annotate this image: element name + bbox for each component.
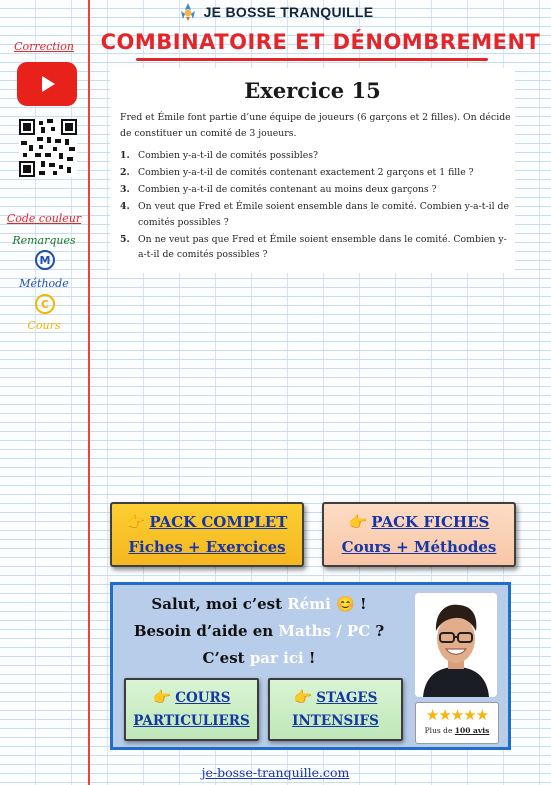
- review-count: [416, 726, 498, 735]
- question-number: 1.: [120, 150, 130, 161]
- stages-intensifs-button[interactable]: [268, 678, 403, 741]
- pack-complet-line1: PACK COMPLET: [149, 512, 288, 531]
- remarques-label: Remarques: [12, 234, 76, 247]
- rating-badge: [415, 702, 499, 744]
- pointing-hand-icon: 👉: [152, 688, 172, 706]
- question-text: Combien y-a-t-il de comités contenant exactement 2 garçons et 1 fille ?: [138, 167, 474, 178]
- question-text: Combien y-a-t-il de comités contenant au moins deux garçons ?: [138, 184, 437, 195]
- cours-particuliers-button[interactable]: [124, 678, 259, 741]
- promo-text: C’est: [202, 649, 250, 667]
- question-number: 5.: [120, 233, 130, 245]
- star-rating-icon: ★★★★★: [425, 706, 489, 724]
- margin-line: [88, 0, 90, 785]
- pack-complet-line2: Fiches + Exercices: [128, 537, 286, 556]
- promo-cta: [113, 649, 405, 667]
- promo-subject: Maths / PC: [278, 622, 371, 640]
- exercise-title: Exercice 15: [244, 78, 381, 103]
- cours-label: Cours: [27, 319, 61, 332]
- footer-link[interactable]: je-bosse-tranquille.com: [201, 765, 350, 780]
- pack-fiches-line2: Cours + Méthodes: [341, 537, 497, 556]
- question-number: 3.: [120, 184, 130, 195]
- brand-header[interactable]: [0, 2, 551, 22]
- tutoring-promo: [110, 582, 511, 750]
- question-text: On ne veut pas que Fred et Émile soient ensemble dans le comité. Combien y-a-t-il de comités possibles ?: [138, 233, 507, 260]
- pack-complet-button[interactable]: [110, 502, 304, 567]
- question-item: [120, 182, 512, 198]
- question-item: [120, 148, 512, 164]
- tutor-photo: [415, 593, 497, 697]
- tutor-avatar-icon: [415, 593, 497, 697]
- correction-label: Correction: [14, 40, 74, 53]
- question-item: [120, 232, 512, 263]
- promo-text: Besoin d’aide en: [133, 622, 279, 640]
- brand-logo-icon: [178, 2, 198, 22]
- question-text: Combien y-a-t-il de comités possibles?: [138, 150, 318, 161]
- stages-line2: INTENSIFS: [292, 713, 379, 729]
- question-item: [120, 165, 512, 181]
- cours-line2: PARTICULIERS: [133, 713, 250, 729]
- cours-icon: C: [35, 294, 55, 314]
- exercise-card: [110, 68, 515, 273]
- code-couleur-label: Code couleur: [6, 212, 82, 225]
- promo-greeting: [113, 595, 405, 613]
- promo-link[interactable]: par ici: [249, 649, 304, 667]
- pack-fiches-button[interactable]: [322, 502, 516, 567]
- question-text: On veut que Fred et Émile soient ensemble dans le comité. Combien y-a-t-il de comités possibles ?: [138, 201, 509, 228]
- question-number: 2.: [120, 167, 130, 178]
- promo-question: [113, 622, 405, 640]
- youtube-correction-button[interactable]: [17, 62, 77, 106]
- qr-code[interactable]: [19, 119, 77, 177]
- play-icon: [34, 71, 60, 97]
- methode-label: Méthode: [19, 277, 69, 290]
- page-title: COMBINATOIRE ET DÉNOMBREMENT: [100, 30, 541, 54]
- question-item: [120, 199, 512, 230]
- promo-text: 😊 !: [330, 595, 367, 613]
- pointing-hand-icon: 👉: [126, 512, 146, 531]
- promo-text: ?: [370, 622, 385, 640]
- stages-line1: STAGES: [316, 690, 378, 706]
- pack-fiches-line1: PACK FICHES: [371, 512, 490, 531]
- question-number: 4.: [120, 201, 130, 212]
- promo-text: Salut, moi c’est: [151, 595, 288, 613]
- pointing-hand-icon: 👉: [348, 512, 368, 531]
- review-prefix: Plus de: [424, 726, 455, 735]
- exercise-intro: Fred et Émile font partie d’une équipe de joueurs (6 garçons et 2 filles). On décide de constituer un comité de 3 joueurs.: [120, 112, 511, 139]
- question-list: [120, 148, 512, 264]
- tutor-name: Rémi: [287, 595, 331, 613]
- pointing-hand-icon: 👉: [293, 688, 313, 706]
- cours-line1: COURS: [175, 690, 231, 706]
- title-underline: [136, 58, 488, 61]
- methode-icon: M: [35, 250, 55, 270]
- promo-text: !: [303, 649, 316, 667]
- brand-name: JE BOSSE TRANQUILLE: [203, 4, 374, 20]
- review-count-value: 100 avis: [454, 726, 490, 735]
